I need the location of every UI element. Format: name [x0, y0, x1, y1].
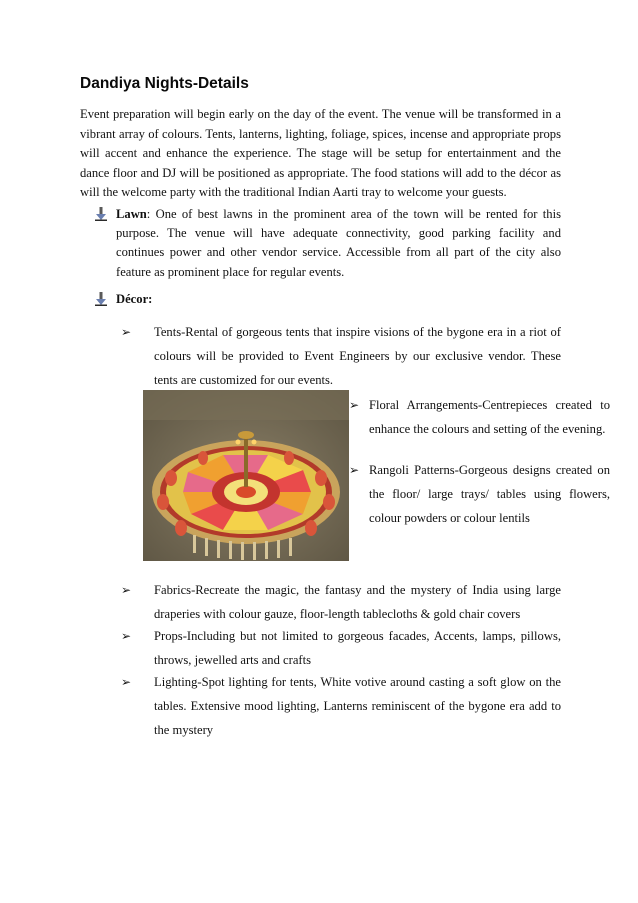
arrow-right-bullet-icon: ➢: [121, 583, 132, 597]
fabrics-text: Fabrics-Recreate the magic, the fantasy and the mystery of India using large draperies with colour gauze, floor-length tablecloths & gold chair covers: [154, 583, 561, 621]
decor-item-floral: [349, 393, 610, 441]
decor-item-tents: [121, 320, 561, 392]
list-item-decor: [95, 290, 561, 309]
tents-text: Tents-Rental of gorgeous tents that inspire visions of the bygone era in a riot of colours will be provided to Event Engineers by our exclusive vendor. These tents are customized for our events.: [154, 325, 561, 387]
arrow-right-bullet-icon: ➢: [349, 463, 360, 477]
decor-item-props: [121, 624, 561, 672]
arrow-down-bullet-icon: [95, 292, 107, 306]
lighting-text: Lighting-Spot lighting for tents, White votive around casting a soft glow on the tables. Extensive mood lighting, Lanterns reminiscent of the bygone era add to the mystery: [154, 675, 561, 737]
decor-item-fabrics: [121, 578, 561, 626]
floral-text: Floral Arrangements-Centrepieces created to enhance the colours and setting of the evening.: [369, 398, 610, 436]
arrow-right-bullet-icon: ➢: [349, 398, 360, 412]
rangoli-text: Rangoli Patterns-Gorgeous designs created on the floor/ large trays/ tables using flowers, colour powders or colour lentils: [369, 463, 610, 525]
decor-item-lighting: [121, 670, 561, 742]
arrow-right-bullet-icon: ➢: [121, 325, 132, 339]
arrow-right-bullet-icon: ➢: [121, 675, 132, 689]
decor-item-rangoli: [349, 458, 610, 530]
props-text: Props-Including but not limited to gorgeous facades, Accents, lamps, pillows, throws, jewelled arts and crafts: [154, 629, 561, 667]
decor-label: Décor:: [116, 292, 153, 306]
list-item-lawn: [95, 205, 561, 282]
arrow-right-bullet-icon: ➢: [121, 629, 132, 643]
page-title: Dandiya Nights-Details: [80, 75, 249, 92]
lawn-text: : One of best lawns in the prominent area of the town will be rented for this purpose. The venue will have adequate connectivity, good parking facility and continues power and other vendor service. Accessible from all part of the city also feature as prominent place for regular events.: [116, 207, 561, 279]
rangoli-photo: [143, 390, 349, 561]
arrow-down-bullet-icon: [95, 207, 107, 221]
intro-paragraph: Event preparation will begin early on the day of the event. The venue will be transformed in a vibrant array of colours. Tents, lanterns, lighting, foliage, spices, incense and appropriate props will accent and enhance the experience. The stage will be setup for entertainment and the dance floor and DJ will be positioned as appropriate. The food stations will add to the décor as will the welcome party with the traditional Indian Aarti tray to welcome your guests.: [80, 107, 561, 199]
lawn-label: Lawn: [116, 207, 147, 221]
